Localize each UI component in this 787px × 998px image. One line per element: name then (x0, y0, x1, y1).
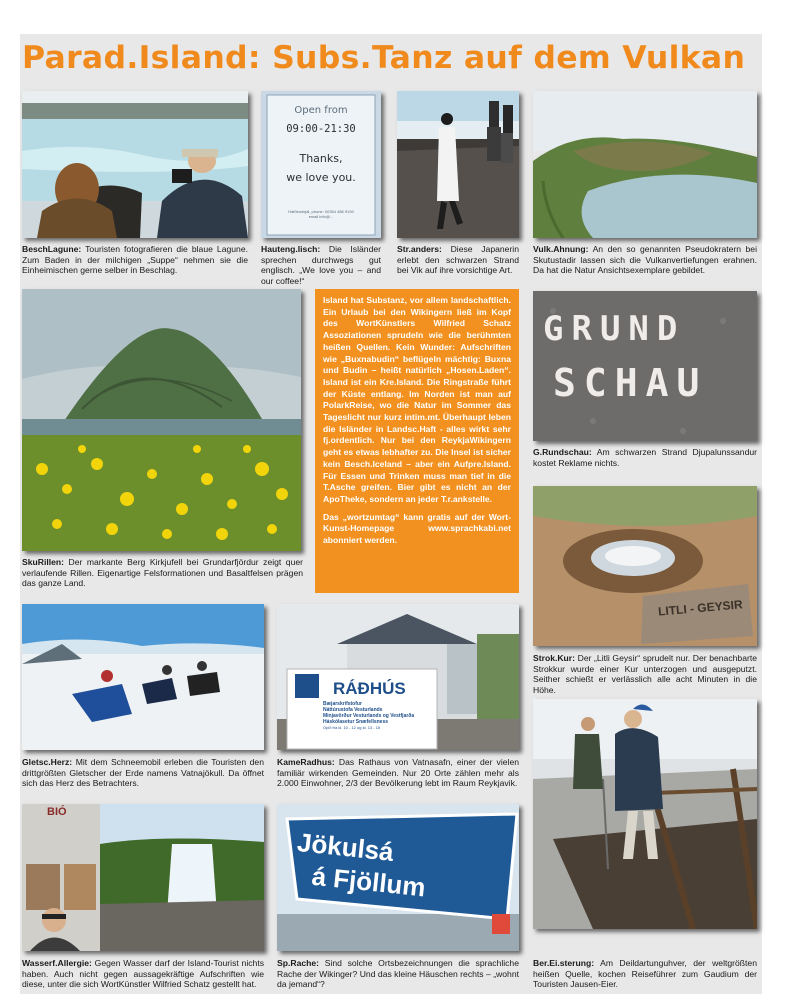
radhus-sign-text: RÁÐHÚS (333, 679, 406, 698)
blue-lagoon-photo (22, 91, 248, 238)
radhus-small: Opið frá kl. 10 - 12 og kl. 13 - 15 (323, 725, 381, 730)
radhus-sub-2: Náttúrustofa Vesturlands (323, 707, 383, 713)
bio-sign-text: BIÓ (47, 806, 67, 818)
schau-text: SCHAU (553, 361, 708, 405)
sign-small-text-1: Hafðinsbrjál, phone: 00354 486 9190 (288, 209, 354, 214)
sign-small-text-2: email info@... (308, 214, 334, 219)
main-article (315, 289, 519, 593)
townhall-photo (277, 604, 519, 750)
radhus-sub-1: Bæjarskrifstofur (323, 701, 362, 707)
page-title: Parad.Island: Subs.Tanz auf dem Vulkan (22, 40, 746, 76)
thanks-text: Thanks, (299, 152, 343, 165)
open-from-text: Open from (294, 105, 348, 116)
hot-spring-photo (533, 699, 757, 929)
waterfall-photo (22, 804, 264, 951)
open-sign-photo (261, 91, 381, 238)
grund-text: GRUND (543, 309, 686, 349)
caption-blue-lagoon: BeschLagune: Touristen fotografieren die blaue Lagune. Zum Baden in der milchigen „Suppe“ nehmen sie die Einheimischen gerne selber in Beschlag. (22, 244, 248, 276)
caption-vulk: Vulk.Ahnung: An den so genannten Pseudokratern bei Skutustadir lassen sich die Vulkanvertiefungen erahnen. Da hat die Natur Ansichtsexemplare gebildet. (533, 244, 757, 276)
magazine-page (20, 34, 762, 994)
glacier-photo (22, 604, 264, 750)
radhus-sub-4: Háskólasetur Snæfellsness (323, 719, 389, 725)
caption-strok: Strok.Kur: Der „Litli Geysir“ sprudelt nur. Der benachbarte Strokkur wurde einer Kur unterzogen und ausgeputzt. Seither schießt er verlässlich alle acht Minuten in die Höhe. (533, 653, 757, 695)
caption-skurillen: SkuRillen: Der markante Berg Kirkjufell bei Grundarfjördur zeigt quer verlaufende Rillen. Eigenartige Felsformationen und Basaltfelsen prägen das ganze Land. (22, 557, 303, 589)
jokulsa-text: Jökulsá (295, 826, 396, 867)
fjollum-text: á Fjöllum (310, 860, 427, 903)
article-paragraph-2: Das „wortzumtag“ kann gratis auf der Wort-Kunst-Homepage www.sprachkabi.net abonniert werden. (323, 511, 511, 546)
jokulsa-sign-photo (277, 804, 519, 951)
kirkjufell-photo (22, 289, 301, 551)
love-text: we love you. (286, 171, 356, 184)
caption-stranders: Str.anders: Diese Japanerin erlebt den schwarzen Strand bei Vik auf ihre vorsichtige Art. (397, 244, 519, 276)
article-paragraph-1: Island hat Substanz, vor allem landschaftlich. Ein Urlaub bei den Wikingern ließ im Kopf des WortKünstlers Wilfried Schatz Assoziationen sprudeln wie die berühmten heißen Quellen. Kein Wunder: Aufschriften wie „Buxnabudin“ beflügeln mächtig: Buxna und Budin – heißt natürlich „Hosen.Laden“. Island ist ein Kre.Island. Die Ringstraße führt der Küste entlang. Im Norden ist man auf PolarkReise, wo die Natur im Sommer das Tageslicht nur kurz intim.mt. Überhaupt leben die Isländer in Landsc.Haft - alles wirkt sehr fj.ordentlich. Nur bei den ReykjaWikingern geht es etwas lebhafter zu. Die Insel ist sicher kein Besch.Iceland – aber ein Aufpre.Island. Für Essen und Trinken muss man tief in die T.Asche greifen. Bier gibt es nicht an der ApoTheke, sondern an jeder T.r.ankstelle. (323, 295, 511, 504)
litli-geysir-photo (533, 486, 757, 646)
caption-ber: Ber.Ei.sterung: Am Deildartunguhver, der weltgrößten heißen Quelle, kochen Reiseführer zum Gaudium der Touristen Jausen-Eier. (533, 958, 757, 990)
black-beach-photo (397, 91, 519, 238)
caption-wasser: Wasserf.Allergie: Gegen Wasser darf der Island-Tourist nichts haben. Auch nicht gegen aussagekräftige Aufschriften wie diese, unter die sich WortKünstler Wilfried Schatz gestellt hat. (22, 958, 264, 990)
caption-kame: KameRadhus: Das Rathaus von Vatnasafn, einer der vielen familiär wirkenden Gemeinden. Nur 20 Orte zählen mehr als 2.000 Einwohner, 2/3 der Bevölkerung lebt im Raum Reykjavik. (277, 757, 519, 789)
radhus-sub-3: Minjavörður Vesturlands og Vestfjarða (323, 713, 415, 719)
caption-gletsc: Gletsc.Herz: Mit dem Schneemobil erleben die Touristen den drittgrößten Gletscher der Erde namens Vatnajökull. Da öffnet sich das Herz des Betrachters. (22, 757, 264, 789)
litli-geysir-text: LITLI - GEYSIR (657, 597, 744, 619)
caption-hauteng: Hauteng.lisch: Die Isländer sprechen durchwegs gut englisch. „We love you – and our coffee!“ (261, 244, 381, 286)
caption-grund: G.Rundschau: Am schwarzen Strand Djupalunssandur kostet Reklame nichts. (533, 447, 757, 468)
beach-letters-photo (533, 291, 757, 441)
caption-sprache: Sp.Rache: Sind solche Ortsbezeichnungen die sprachliche Rache der Wikinger? Und das kleine Häuschen rechts – „wohnt da jemand“? (277, 958, 519, 990)
pseudocrater-photo (533, 91, 757, 238)
open-hours-text: 09:00-21:30 (286, 123, 356, 135)
